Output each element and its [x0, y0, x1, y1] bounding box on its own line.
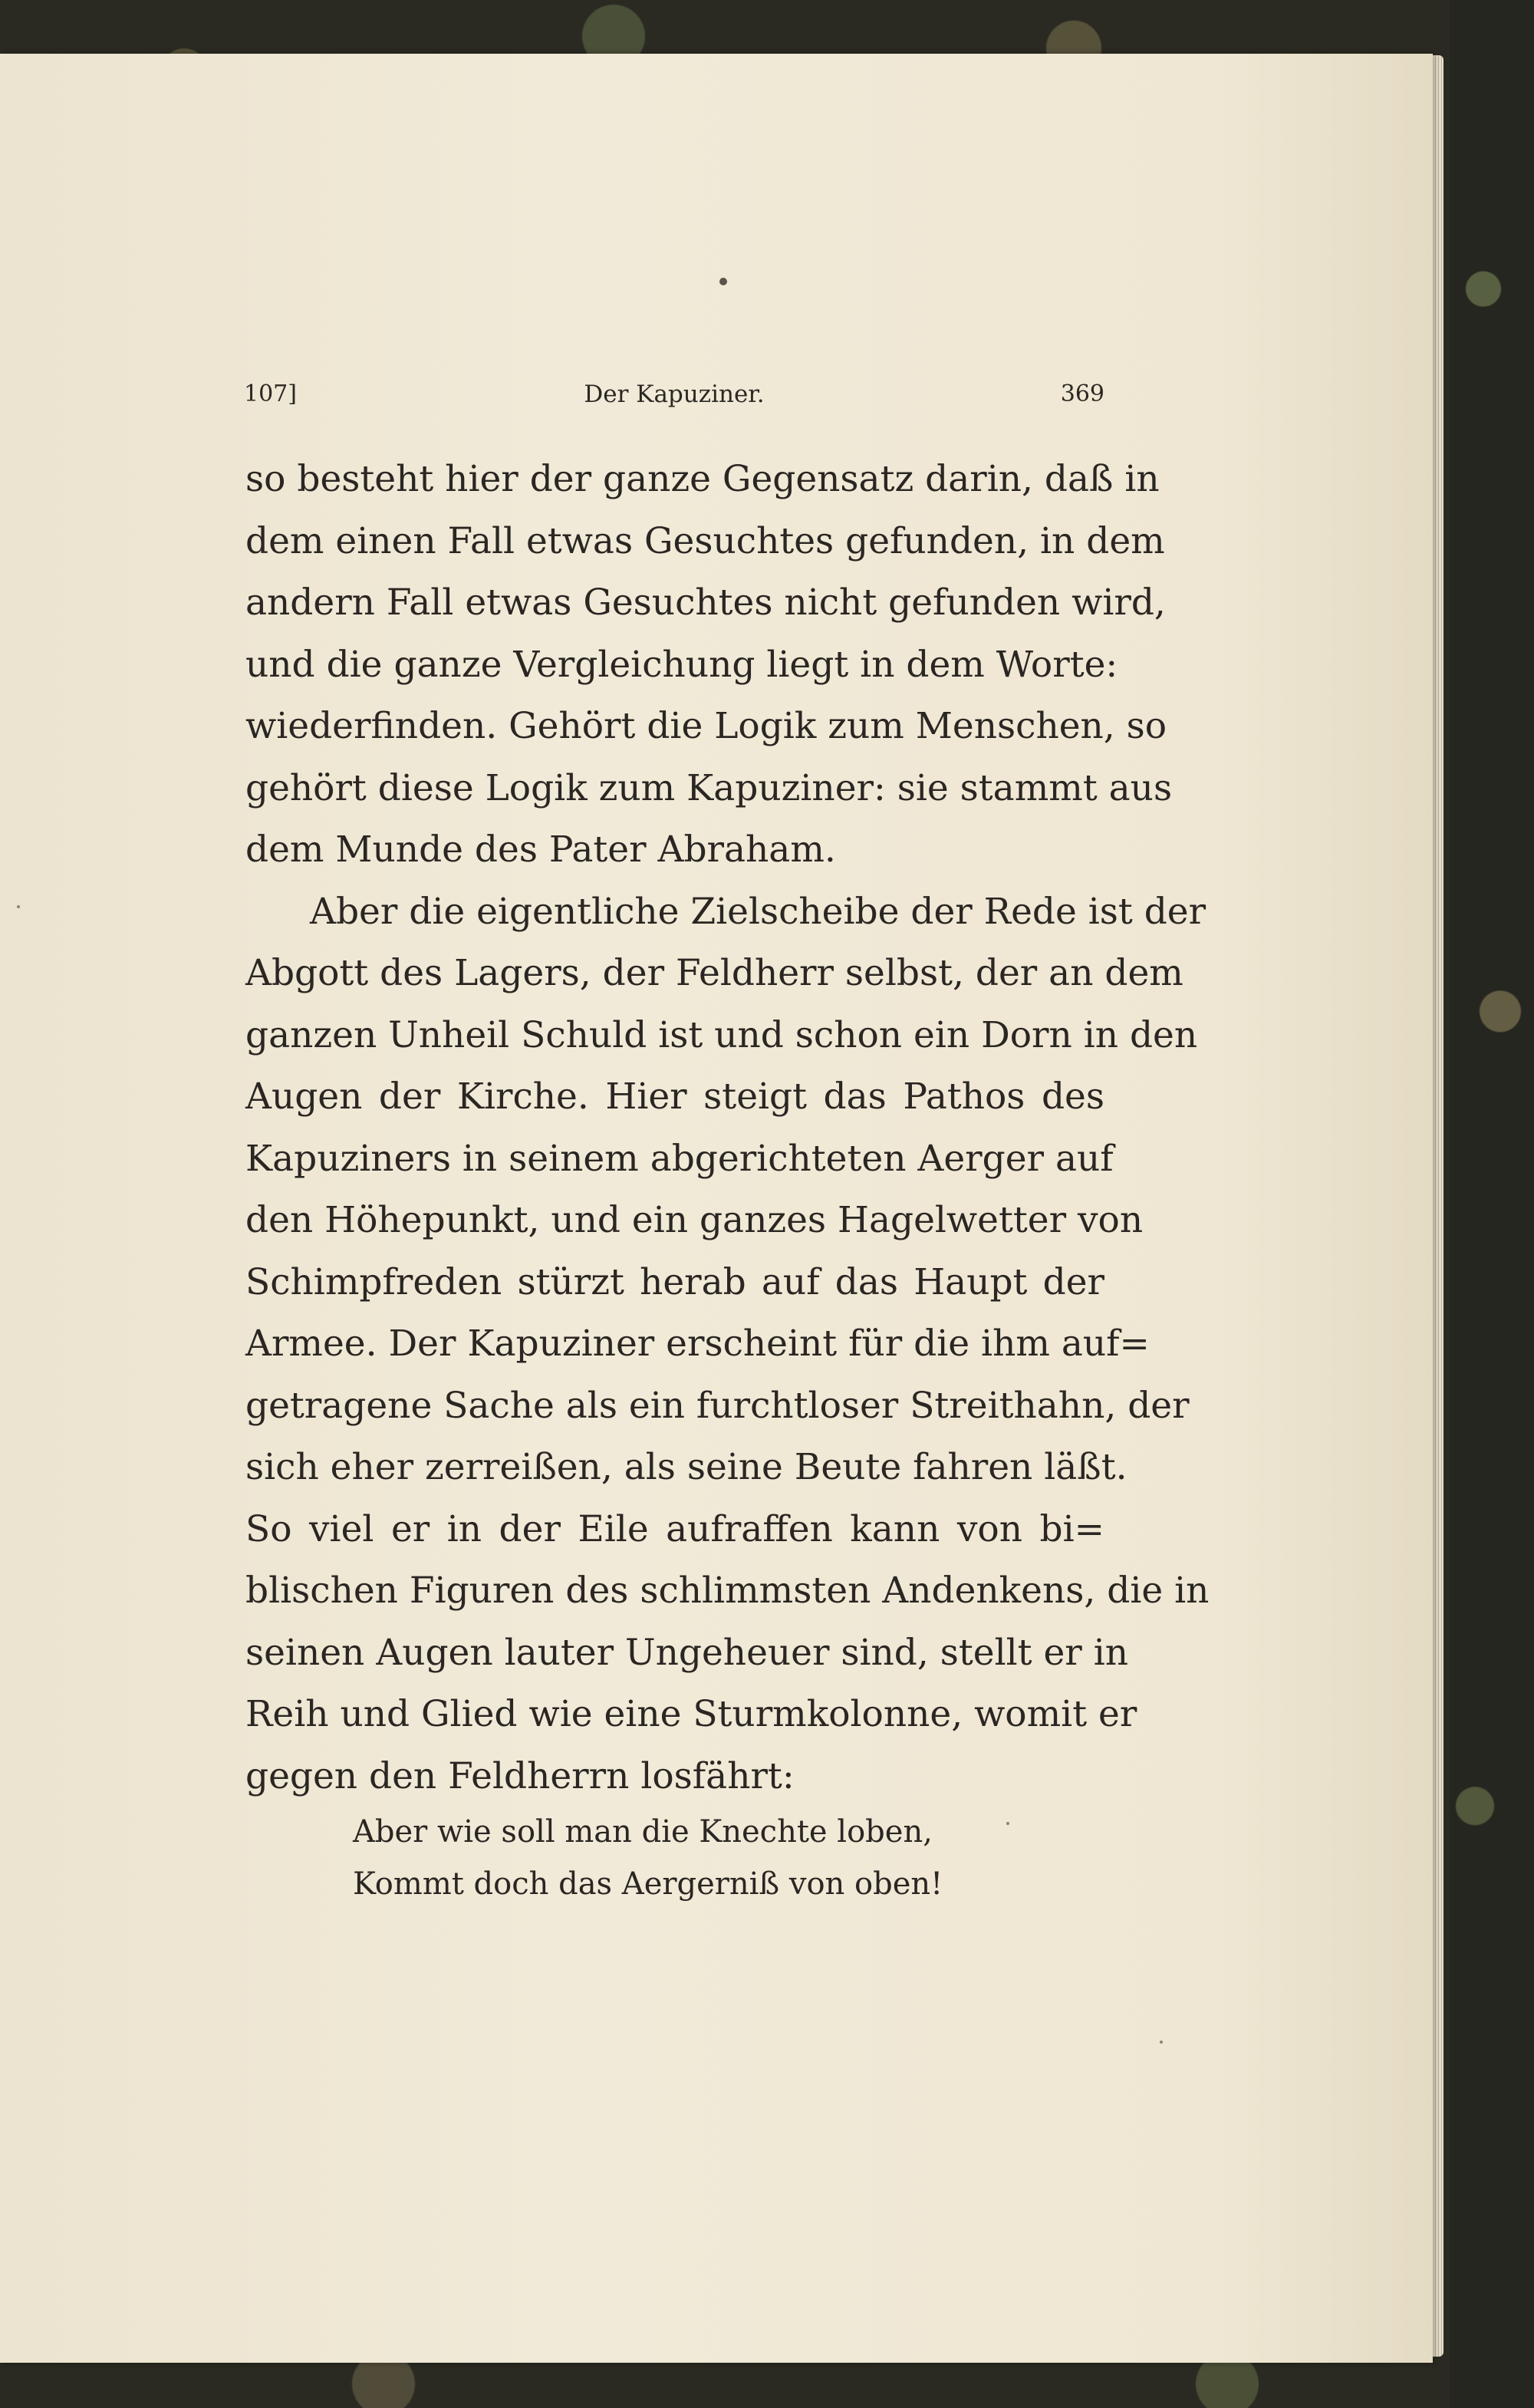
- text-line: gehört diese Logik zum Kapuziner: sie stammt aus: [245, 766, 1173, 809]
- paper-speck: [1006, 1822, 1009, 1825]
- paper-speck: [1160, 2041, 1163, 2044]
- verse-line: Aber wie soll man die Knechte loben,: [353, 1814, 933, 1850]
- text-line: gegen den Feldherrn losfährt:: [245, 1754, 795, 1797]
- paragraph-2: [245, 881, 1210, 1808]
- verse-quote: [353, 1806, 1043, 1910]
- text-line: so besteht hier der ganze Gegensatz darin, daß in: [245, 458, 1160, 500]
- body-text: [245, 449, 1210, 1807]
- text-line: ganzen Unheil Schuld ist und schon ein Dorn in den: [245, 1013, 1198, 1056]
- paragraph-1: [245, 449, 1173, 881]
- text-line: andern Fall etwas Gesuchtes nicht gefunden wird,: [245, 581, 1166, 624]
- text-line: Reih und Glied wie eine Sturmkolonne, womit er: [245, 1693, 1137, 1735]
- paper-speck: [17, 905, 20, 908]
- text-line: dem einen Fall etwas Gesuchtes gefunden, in dem: [245, 519, 1165, 562]
- text-line: Armee. Der Kapuziner erscheint für die ihm auf=: [245, 1323, 1150, 1365]
- text-line: Augen der Kirche. Hier steigt das Pathos des: [245, 1076, 1104, 1118]
- text-line: und die ganze Vergleichung liegt in dem Worte:: [245, 643, 1118, 686]
- text-line: seinen Augen lauter Ungeheuer sind, stellt er in: [245, 1631, 1128, 1674]
- text-line: Schimpfreden stürzt herab auf das Haupt der: [245, 1260, 1104, 1303]
- ink-dot: [719, 278, 727, 285]
- text-line: getragene Sache als ein furchtloser Streithahn, der: [245, 1384, 1190, 1427]
- text-line: Abgott des Lagers, der Feldherr selbst, der an dem: [245, 952, 1183, 994]
- page-number: 369: [1060, 380, 1104, 407]
- text-line: Kapuziners in seinem abgerichteten Aerger auf: [245, 1137, 1114, 1180]
- book-cover-edge: [1450, 0, 1534, 2408]
- running-title: Der Kapuziner.: [584, 380, 765, 408]
- text-line: Aber die eigentliche Zielscheibe der Rede ist der: [310, 890, 1206, 933]
- text-line: blischen Figuren des schlimmsten Andenkens, die in: [245, 1570, 1210, 1612]
- text-line: So viel er in der Eile aufraffen kann von bi=: [245, 1507, 1104, 1550]
- text-line: dem Munde des Pater Abraham.: [245, 828, 836, 871]
- text-line: den Höhepunkt, und ein ganzes Hagelwetter von: [245, 1199, 1144, 1241]
- section-number: 107]: [244, 380, 297, 407]
- running-head: [244, 379, 1104, 417]
- verse-line: Kommt doch das Aergerniß von oben!: [353, 1866, 943, 1902]
- text-line: wiederfinden. Gehört die Logik zum Menschen, so: [245, 705, 1167, 747]
- text-line: sich eher zerreißen, als seine Beute fahren läßt.: [245, 1446, 1127, 1488]
